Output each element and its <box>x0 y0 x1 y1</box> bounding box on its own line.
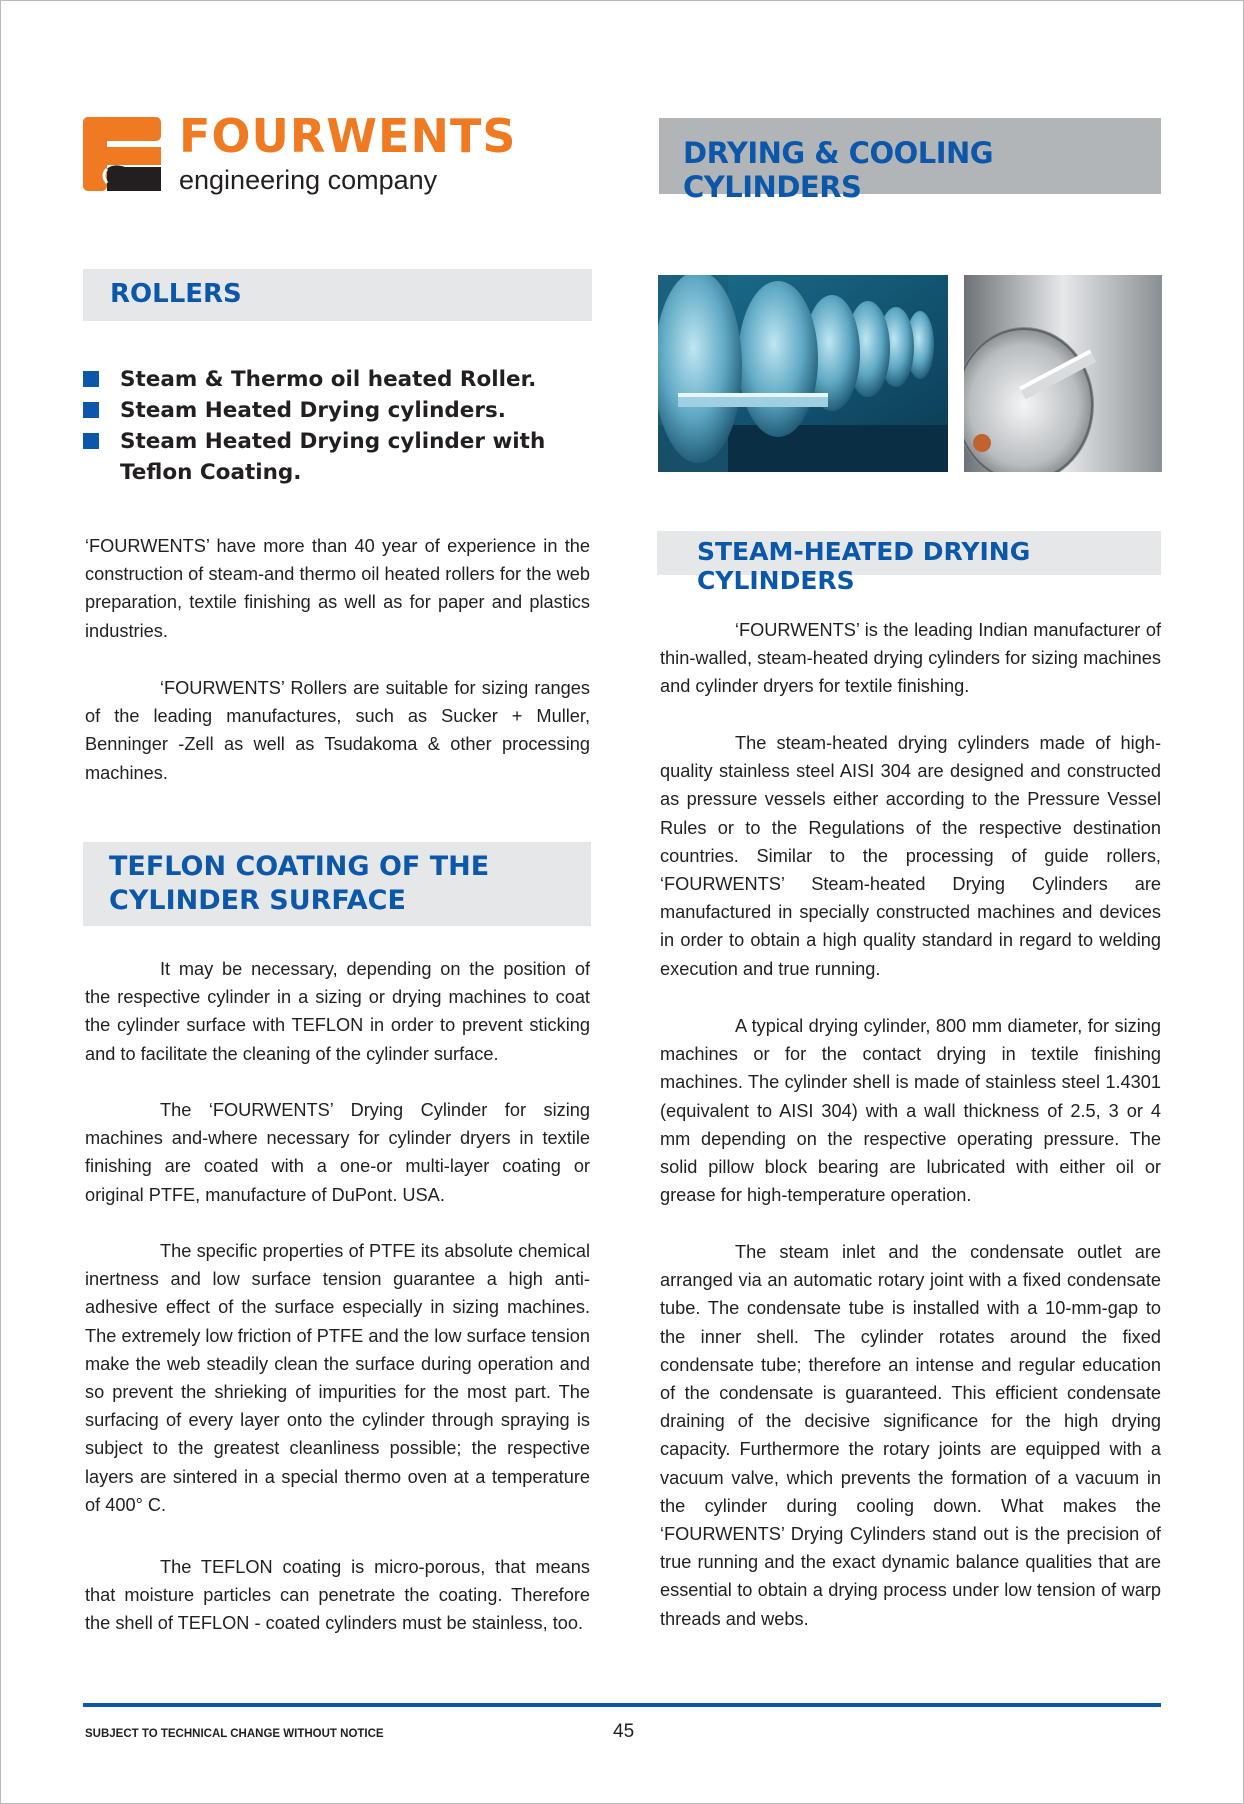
square-bullet-icon <box>83 402 99 418</box>
rollers-heading: ROLLERS <box>83 269 592 321</box>
rollers-bullet-list <box>83 364 593 488</box>
rollers-paragraph-2: ‘FOURWENTS’ Rollers are suitable for sizing ranges of the leading manufactures, such as Sucker + Muller, Benninger -Zell as well as Tsudakoma & other processing machines. <box>85 678 590 783</box>
cylinders-row-photo <box>658 275 948 472</box>
square-bullet-icon <box>83 371 99 387</box>
steam-paragraph-3: A typical drying cylinder, 800 mm diameter, for sizing machines or for the contact drying in textile finishing machines. The cylinder shell is made of stainless steel 1.4301 (equivalent to AISI 304) with a wall thickness of 2.5, 3 or 4 mm depending on the respective operating pressure. The solid pillow block bearing are lubricated with either oil or grease for high-temperature operation. <box>660 1016 1161 1206</box>
steam-paragraph-4: The steam inlet and the condensate outlet are arranged via an automatic rotary joint with a fixed condensate tube. The condensate tube is installed with a 10-mm-gap to the inner shell. The cylinder rotates around the fixed condensate tube; therefore an intense and regular education of the condensate is guaranteed. This efficient condensate draining of the decisive significance for the high drying capacity. Furthermore the rotary joints are equipped with a vacuum valve, which prevents the formation of a vacuum in the cylinder during cooling down. What makes the ‘FOURWENTS’ Drying Cylinders stand out is the precision of true running and the exact dynamic balance qualities that are essential to obtain a drying process under low tension of warp threads and webs. <box>660 1242 1161 1629</box>
company-logo <box>83 109 517 201</box>
brand-name: FOURWENTS <box>179 109 517 163</box>
teflon-heading: TEFLON COATING OF THE CYLINDER SURFACE <box>83 842 591 926</box>
rollers-paragraph-1: ‘FOURWENTS’ have more than 40 year of experience in the construction of steam-and thermo oil heated rollers for the web preparation, textile finishing as well as for paper and plastics industries. <box>85 536 590 641</box>
logo-mark-icon <box>83 117 161 195</box>
teflon-paragraph-2: The ‘FOURWENTS’ Drying Cylinder for sizing machines and-where necessary for cylinder dryers in textile finishing are coated with a one-or multi-layer coating or original PTFE, manufacture of DuPont. USA. <box>85 1100 590 1205</box>
page-title: DRYING & COOLING CYLINDERS <box>659 118 1161 194</box>
footer-divider <box>83 1703 1161 1707</box>
list-item: Steam Heated Drying cylinder with Teflon Coating. <box>83 426 593 488</box>
footer-disclaimer: SUBJECT TO TECHNICAL CHANGE WITHOUT NOTICE <box>85 1728 384 1740</box>
teflon-paragraph-1: It may be necessary, depending on the position of the respective cylinder in a sizing or drying machines to coat the cylinder surface with TEFLON in order to prevent sticking and to facilitate the cleaning of the cylinder surface. <box>85 959 590 1064</box>
steam-heated-heading: STEAM-HEATED DRYING CYLINDERS <box>657 531 1161 575</box>
list-item: Steam & Thermo oil heated Roller. <box>83 364 593 395</box>
teflon-paragraph-3: The specific properties of PTFE its absolute chemical inertness and low surface tension guarantee a high anti-adhesive effect of the surface especially in sizing machines. The extremely low friction of PTFE and the low surface tension make the web steadily clean the surface during operation and so prevent the shrieking of impurities for the most part. The surfacing of every layer onto the cylinder through spraying is subject to the greatest cleanliness possible; the respective layers are sintered in a special thermo oven at a temperature of 400° C. <box>85 1241 590 1515</box>
square-bullet-icon <box>83 433 99 449</box>
list-item: Steam Heated Drying cylinders. <box>83 395 593 426</box>
page-number: 45 <box>613 1721 635 1742</box>
cylinder-closeup-photo <box>964 275 1162 472</box>
brand-tagline: engineering company <box>179 165 438 195</box>
steam-paragraph-2: The steam-heated drying cylinders made of high-quality stainless steel AISI 304 are designed and constructed as pressure vessels either according to the Pressure Vessel Rules or to the Regulations of the respective destination countries. Similar to the processing of guide rollers, ‘FOURWENTS’ Steam-heated Drying Cylinders are manufactured in specially constructed machines and devices in order to obtain a high quality standard in regard to welding execution and true running. <box>660 733 1161 979</box>
teflon-paragraph-4: The TEFLON coating is micro-porous, that means that moisture particles can penetrate the coating. Therefore the shell of TEFLON - coated cylinders must be stainless, too. <box>85 1557 590 1634</box>
steam-paragraph-1: ‘FOURWENTS’ is the leading Indian manufacturer of thin-walled, steam-heated drying cylinders for sizing machines and cylinder dryers for textile finishing. <box>660 620 1161 697</box>
